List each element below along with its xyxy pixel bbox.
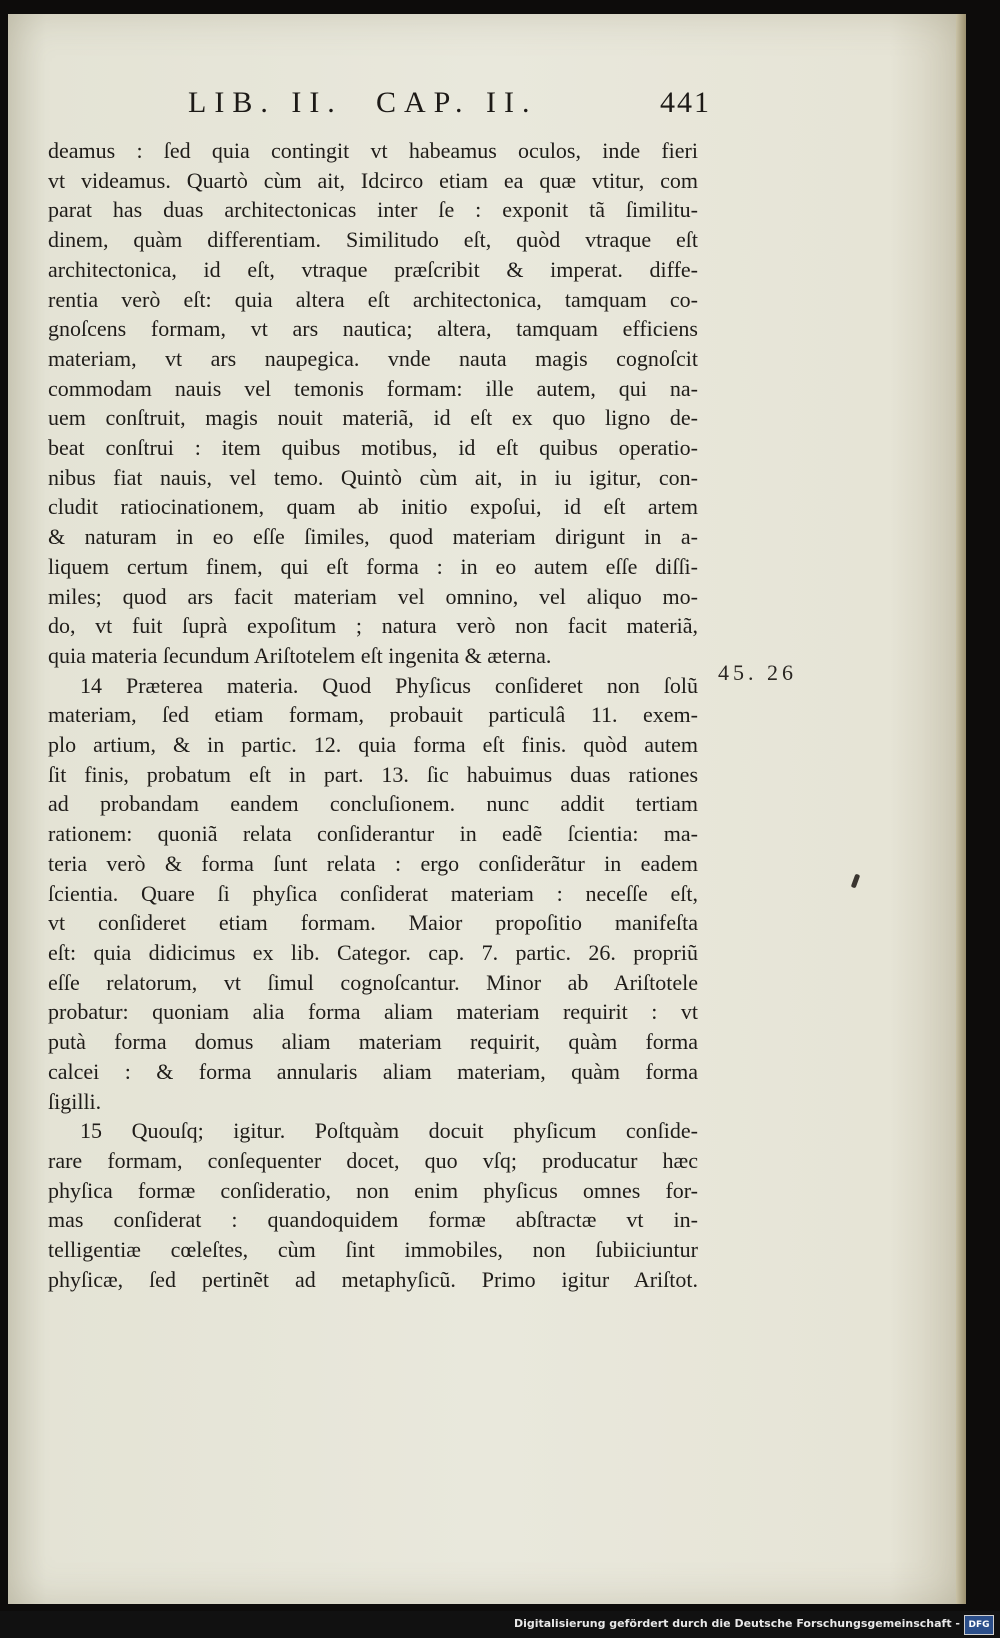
text-line: vt conſideret etiam formam. Maior propoſitio manifeſta: [48, 910, 698, 936]
text-line: quia materia ſecundum Ariſtotelem eſt ingenita & æterna.: [48, 642, 552, 668]
text-line: ad probandam eandem concluſionem. nunc addit tertiam: [48, 791, 698, 817]
text-line: probatur: quoniam alia forma aliam materiam requirit : vt: [48, 999, 698, 1025]
marginal-reference: 45. 26: [718, 660, 797, 685]
section-14-start: 14 Præterea materia. Quod Phyſicus conſideret non ſolũ: [80, 672, 698, 698]
text-line: cludit ratiocinationem, quam ab initio expoſui, id eſt artem: [48, 494, 698, 520]
running-head-chapter: CAP. II.: [376, 86, 538, 119]
text-line: eſt: quia didicimus ex lib. Categor. cap. 7. partic. 26. propriũ: [48, 939, 698, 965]
text-line: phyſicæ, ſed pertinẽt ad metaphyſicũ. Primo igitur Ariſtot.: [48, 1266, 698, 1292]
text-line: materiam, ſed etiam formam, probauit particulâ 11. exem-: [48, 702, 698, 728]
funding-credit: Digitalisierung gefördert durch die Deutsche Forschungsgemeinschaft -: [513, 1617, 960, 1630]
dfg-logo: DFG: [964, 1615, 994, 1635]
text-line: beat conſtrui : item quibus motibus, id eſt quibus operatio-: [48, 435, 698, 461]
text-line: rentia verò eſt: quia altera eſt architectonica, tamquam co-: [48, 286, 698, 312]
text-line: parat has duas architectonicas inter ſe : exponit tã ſimilitu-: [48, 197, 698, 223]
text-line: telligentiæ cœleſtes, cùm ſint immobiles, non ſubiiciuntur: [48, 1237, 698, 1263]
book-page: [8, 14, 966, 1604]
ink-mark: [851, 874, 860, 889]
text-line: ſcientia. Quare ſi phyſica conſiderat materiam : neceſſe eſt,: [48, 880, 698, 906]
text-line: vt videamus. Quartò cùm ait, Idcirco etiam ea quæ vtitur, com: [48, 167, 698, 193]
commentary-text: [48, 136, 698, 1294]
text-line: gnoſcens formam, vt ars nautica; altera, tamquam efficiens: [48, 316, 698, 342]
running-head-book: LIB. II.: [188, 86, 343, 119]
page-number: 441: [660, 86, 711, 119]
text-line: uem conſtruit, magis nouit materiã, id eſt ex quo ligno de-: [48, 405, 698, 431]
text-line: ſit finis, probatum eſt in part. 13. ſic habuimus duas rationes: [48, 761, 698, 787]
text-line: deamus : ſed quia contingit vt habeamus oculos, inde fieri: [48, 138, 698, 163]
text-line: teria verò & forma ſunt relata : ergo conſiderãtur in eadem: [48, 850, 698, 876]
text-line: calcei : & forma annularis aliam materiam, quàm forma: [48, 1058, 698, 1084]
text-line: miles; quod ars facit materiam vel omnino, vel aliquo mo-: [48, 583, 698, 609]
page-edge: [956, 14, 966, 1604]
text-line: nibus fiat nauis, vel temo. Quintò cùm ait, in iu igitur, con-: [48, 464, 698, 490]
text-line: putà forma domus aliam materiam requirit, quàm forma: [48, 1029, 698, 1055]
section-15-start: 15 Quouſq; igitur. Poſtquàm docuit phyſicum conſide-: [80, 1118, 698, 1144]
text-line: materiam, vt ars naupegica. vnde nauta magis cognoſcit: [48, 345, 698, 371]
text-line: plo artium, & in partic. 12. quia forma eſt finis. quòd autem: [48, 732, 698, 758]
text-line: liquem certum finem, qui eſt forma : in eo autem eſſe diſſi-: [48, 553, 698, 579]
text-line: mas conſiderat : quandoquidem formæ abſtractæ vt in-: [48, 1207, 698, 1233]
text-line: eſſe relatorum, vt ſimul cognoſcantur. Minor ab Ariſtotele: [48, 969, 698, 995]
text-line: & naturam in eo eſſe ſimiles, quod materiam dirigunt in a-: [48, 524, 698, 550]
text-line: do, vt fuit ſuprà expoſitum ; natura verò non facit materiã,: [48, 613, 698, 639]
text-line: rationem: quoniã relata conſiderantur in eadẽ ſcientia: ma-: [48, 821, 698, 847]
digitization-footer: [0, 1611, 1000, 1638]
text-line: architectonica, id eſt, vtraque præſcribit & imperat. diffe-: [48, 256, 698, 282]
running-head: [188, 86, 711, 126]
text-line: commodam nauis vel temonis formam: ille autem, qui na-: [48, 375, 698, 401]
text-line: dinem, quàm differentiam. Similitudo eſt, quòd vtraque eſt: [48, 227, 698, 253]
text-line: ſigilli.: [48, 1088, 102, 1114]
text-line: phyſica formæ conſideratio, non enim phyſicus omnes for-: [48, 1177, 698, 1203]
text-line: rare formam, conſequenter docet, quo vſq; producatur hæc: [48, 1147, 698, 1173]
